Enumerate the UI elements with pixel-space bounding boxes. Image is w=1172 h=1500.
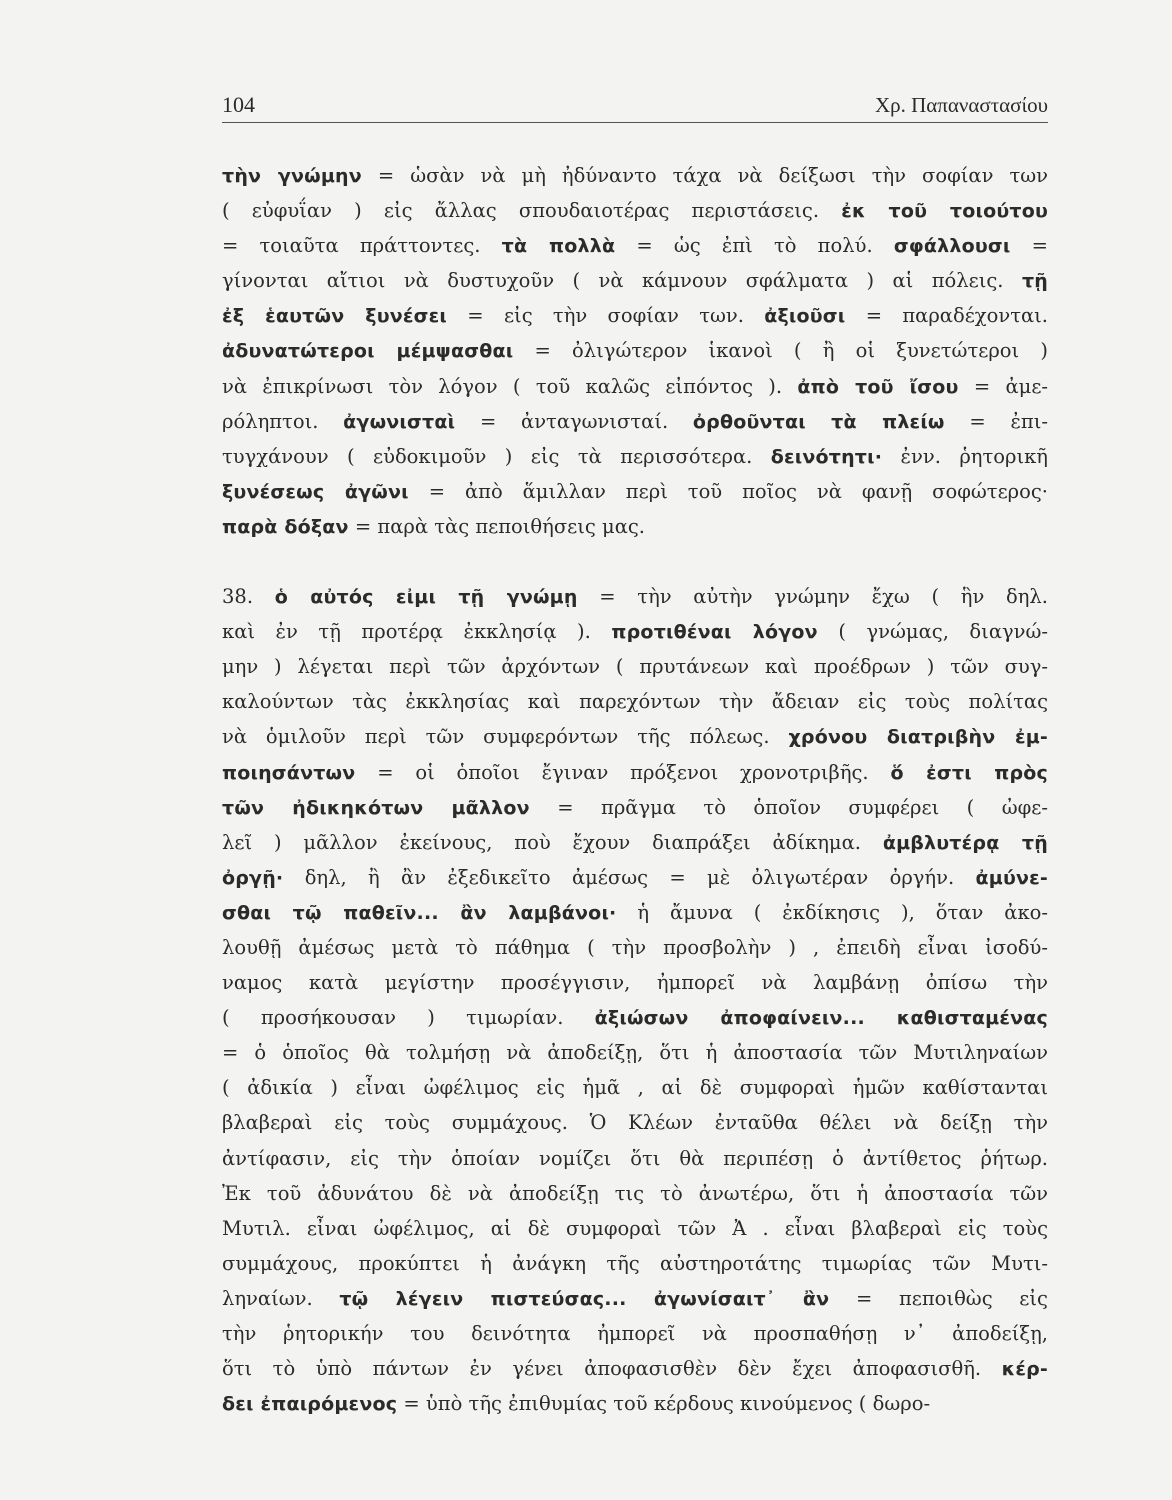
gloss-text: = ἀνταγωνισταί. [455,409,693,433]
gloss-text: ἐνν. ῥητορικῆ [882,444,1048,468]
gloss-text: = παραδέχονται. [845,304,1048,328]
lemma-term: κέρ- [1001,1358,1048,1381]
gloss-text: ( γνώμας, διαγνώ- [817,620,1048,644]
text-line [222,333,1048,368]
lemma-term: τὴν γνώμην [222,165,362,187]
gloss-text: = εἰς τὴν σοφίαν των. [447,304,765,328]
lemma-term: ἀξιώσων ἀποφαίνειν... καθισταμένας [594,1007,1048,1030]
gloss-text: ( εὐφυΐαν ) εἰς ἄλλας σπουδαιοτέρας περιστάσεις. [222,199,842,223]
text-line [222,965,1048,1000]
gloss-text: ρόληπτοι. [222,409,344,433]
gloss-text: = ὑπὸ τῆς ἐπιθυμίας τοῦ κέρδους κινούμενος ( δωρο- [397,1392,931,1416]
gloss-text: καὶ ἐν τῇ προτέρᾳ ἐκκλησίᾳ ). [222,620,612,644]
gloss-text: λουθῇ ἀμέσως μετὰ τὸ πάθημα ( τὴν προσβολὴν ) , ἐπειδὴ εἶναι ἰσοδύ- [222,935,1048,959]
text-line [222,439,1048,474]
lemma-term: ἐκ τοῦ τοιούτου [841,200,1048,223]
text-line [222,1070,1048,1105]
gloss-text: = [1010,234,1048,258]
text-line [222,1246,1048,1281]
page-number: 104 [222,92,255,117]
paragraph-gap [222,544,1048,579]
lemma-term: χρόνου διατριβὴν ἐμ- [788,726,1048,749]
lemma-term: τῶν ἠδικηκότων μᾶλλον [222,796,530,819]
text-line [222,614,1048,649]
gloss-text: = τοιαῦτα πράττοντες. [222,234,502,258]
gloss-text: = ἀμε- [958,374,1048,398]
gloss-text: = ὁ ὁποῖος θὰ τολμήσῃ νὰ ἀποδείξῃ, ὅτι ἡ ἀποστασία τῶν Μυτιληναίων [222,1041,1048,1065]
gloss-text: λεῖ ) μᾶλλον ἐκείνους, ποὺ ἔχουν διαπράξει ἀδίκημα. [222,830,883,854]
gloss-text: τὴν ῥητορικήν του δεινότητα ἠμπορεῖ νὰ προσπαθήσῃ ν᾽ ἀποδείξῃ, [222,1322,1048,1345]
gloss-text: δηλ, ἢ ἂν ἐξεδικεῖτο ἀμέσως = μὲ ὀλιγωτέραν ὀργήν. [283,865,976,889]
text-line [222,1176,1048,1211]
lemma-term: παρὰ δόξαν [222,515,349,538]
gloss-text: Ἐκ τοῦ ἀδυνάτου δὲ νὰ ἀποδείξῃ τις τὸ ἀνωτέρω, ὅτι ἡ ἀποστασία τῶν [222,1181,1048,1205]
gloss-text: ( προσήκουσαν ) τιμωρίαν. [222,1006,595,1030]
gloss-text: μην ) λέγεται περὶ τῶν ἀρχόντων ( πρυτάνεων καὶ προέδρων ) τῶν συγ- [222,655,1048,679]
lemma-term: ξυνέσεως ἀγῶνι [222,480,409,503]
gloss-text: ὅτι τὸ ὑπὸ πάντων ἐν γένει ἀποφασισθὲν δὲν ἔχει ἀποφασισθῆ. [222,1357,1002,1381]
gloss-text: νὰ ὁμιλοῦν περὶ τῶν συμφερόντων τῆς πόλεως. [222,725,789,749]
text-line [222,1211,1048,1246]
gloss-text: βλαβεραὶ εἰς τοὺς συμμάχους. Ὁ Κλέων ἐνταῦθα θέλει νὰ δείξῃ τὴν [222,1111,1048,1135]
lemma-term: ἀξιοῦσι [764,305,846,328]
lemma-term: σφάλλουσι [893,235,1011,258]
text-line [222,404,1048,439]
text-line [222,860,1048,895]
gloss-text: = πρᾶγμα τὸ ὁποῖον συμφέρει ( ὠφε- [529,795,1048,819]
text-line [222,263,1048,298]
running-head: Χρ. Παπαναστασίου [874,93,1048,117]
lemma-term: τὰ πολλὰ [501,235,616,258]
text-line [222,895,1048,930]
gloss-text: ( ἀδικία ) εἶναι ὠφέλιμος εἰς ἡμᾶ , αἱ δὲ συμφοραὶ ἡμῶν καθίστανται [222,1076,1048,1100]
gloss-text: = τὴν αὐτὴν γνώμην ἔχω ( ἣν δηλ. [577,585,1048,609]
page-header [222,90,1048,123]
text-line [222,684,1048,719]
lemma-term: προτιθέναι λόγον [611,621,818,644]
gloss-text: = ἐπι- [944,409,1048,433]
lemma-term: σθαι τῷ παθεῖν... ἂν λαμβάνοι· [222,901,617,924]
text-line [222,930,1048,965]
text-line [222,1316,1048,1351]
text-line [222,719,1048,754]
lemma-term: τῇ [1021,270,1048,293]
gloss-text: τυγχάνουν ( εὐδοκιμοῦν ) εἰς τὰ περισσότερα. [222,444,771,468]
gloss-text: ληναίων. [222,1286,340,1310]
gloss-text: = ὡς ἐπὶ τὸ πολύ. [615,234,894,258]
text-line [222,790,1048,825]
text-line [222,1386,1048,1421]
commentary-text [222,158,1048,1421]
lemma-term: ἀμύνε- [975,866,1048,889]
gloss-text: = ὡσὰν νὰ μὴ ἠδύναντο τάχα νὰ δείξωσι τὴν σοφίαν των [361,164,1048,187]
text-line [222,228,1048,263]
text-line [222,158,1048,193]
lemma-term: ἀμβλυτέρᾳ τῇ [882,831,1048,854]
text-line [222,1281,1048,1316]
text-line [222,193,1048,228]
gloss-text: γίνονται αἴτιοι νὰ δυστυχοῦν ( νὰ κάμνουν σφάλματα ) αἱ πόλεις. [222,269,1022,293]
lemma-term: δει ἐπαιρόμενος [222,1393,398,1416]
gloss-text: = ἀπὸ ἅμιλλαν περὶ τοῦ ποῖος νὰ φανῇ σοφώτερος· [408,479,1048,503]
lemma-term: ὀρθοῦνται τὰ πλείω [692,410,945,433]
lemma-term: δεινότητι· [770,445,883,468]
text-line [222,649,1048,684]
gloss-text: συμμάχους, προκύπτει ἡ ἀνάγκη τῆς αὐστηροτάτης τιμωρίας τῶν Μυτι- [222,1251,1048,1275]
text-line [222,1035,1048,1070]
text-line [222,509,1048,544]
text-line [222,1141,1048,1176]
text-line [222,825,1048,860]
gloss-text: ἡ ἄμυνα ( ἐκδίκησις ), ὅταν ἀκο- [616,900,1048,924]
gloss-text: νὰ ἐπικρίνωσι τὸν λόγον ( τοῦ καλῶς εἰπόντος ). [222,374,798,398]
lemma-term: τῷ λέγειν πιστεύσας... ἀγωνίσαιτ᾽ ἂν [339,1287,830,1310]
gloss-text: = πεποιθὼς εἰς [829,1286,1048,1310]
lemma-term: ἀγωνισταὶ [343,410,456,433]
text-line [222,298,1048,333]
lemma-term: ὅ ἐστι πρὸς [890,761,1048,784]
gloss-text: ἀντίφασιν, εἰς τὴν ὁποίαν νομίζει ὅτι θὰ περιπέσῃ ὁ ἀντίθετος ῥήτωρ. [222,1146,1048,1170]
gloss-text: 38. [222,585,275,609]
gloss-text: = ὀλιγώτερον ἱκανοὶ ( ἢ οἱ ξυνετώτεροι ) [513,339,1048,363]
lemma-term: ἐξ ἑαυτῶν ξυνέσει [222,305,448,328]
gloss-text: = παρὰ τὰς πεποιθήσεις μας. [348,514,645,538]
lemma-term: ποιησάντων [222,761,356,784]
text-line [222,1000,1048,1035]
text-line [222,579,1048,614]
gloss-text: ναμος κατὰ μεγίστην προσέγγισιν, ἠμπορεῖ νὰ λαμβάνῃ ὀπίσω τὴν [222,971,1048,995]
lemma-term: ἀπὸ τοῦ ἴσου [797,375,959,398]
text-line [222,755,1048,790]
lemma-term: ἀδυνατώτεροι μέμψασθαι [222,340,514,363]
text-line [222,369,1048,404]
lemma-term: ὀργῇ· [222,866,284,889]
gloss-text: = οἱ ὁποῖοι ἔγιναν πρόξενοι χρονοτριβῆς. [355,760,891,784]
gloss-text: Μυτιλ. εἶναι ὠφέλιμος, αἱ δὲ συμφοραὶ τῶν Ἀ . εἶναι βλαβεραὶ εἰς τοὺς [222,1216,1048,1240]
text-line [222,474,1048,509]
lemma-term: ὁ αὐτός εἰμι τῇ γνώμῃ [274,586,578,609]
gloss-text: καλούντων τὰς ἐκκλησίας καὶ παρεχόντων τὴν ἄδειαν εἰς τοὺς πολίτας [222,690,1048,714]
text-line [222,1105,1048,1140]
text-line [222,1351,1048,1386]
